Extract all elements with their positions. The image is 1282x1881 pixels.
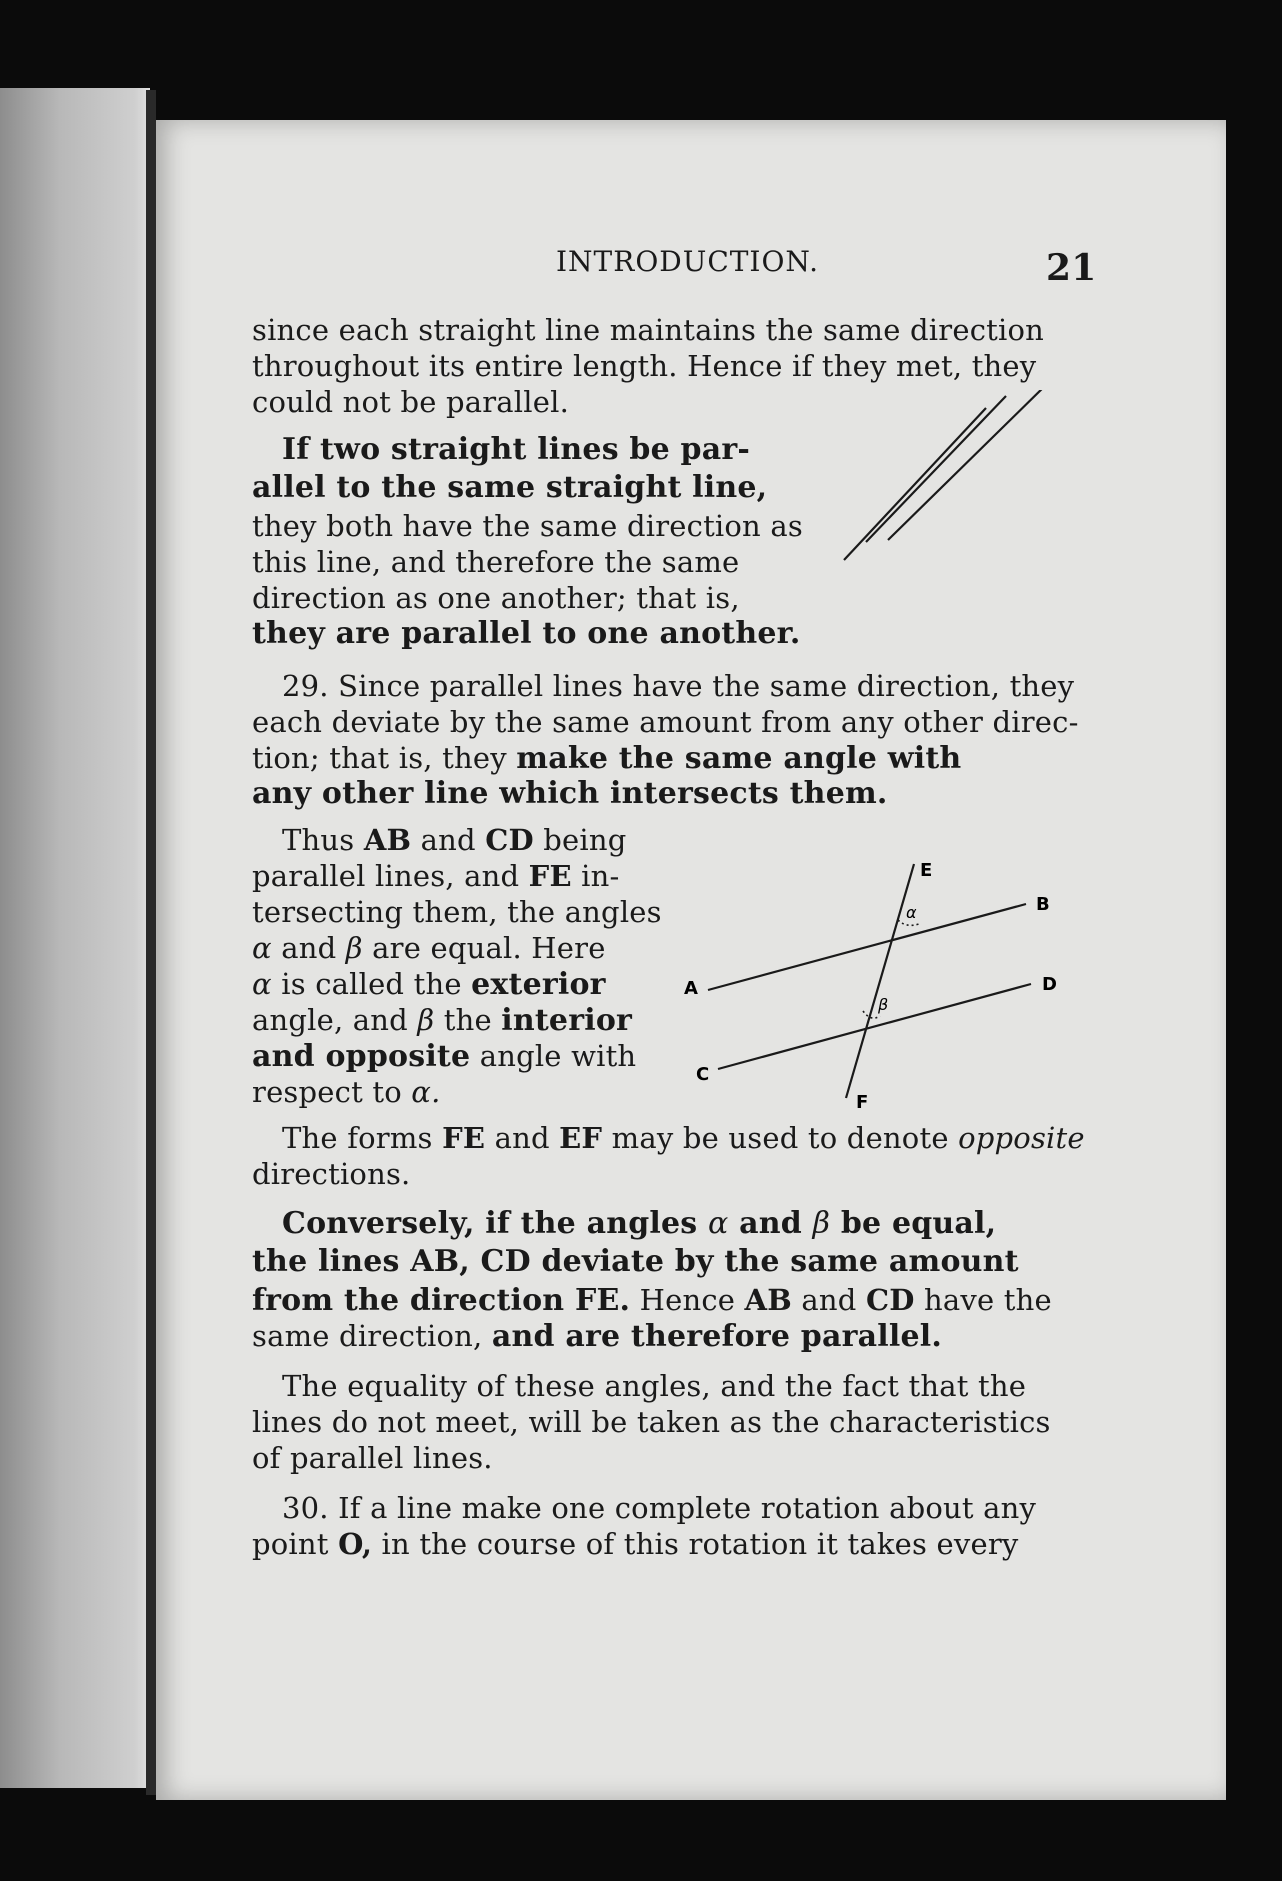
text-line: parallel lines, and FE in- <box>252 859 620 893</box>
text-line: direction as one another; that is, <box>252 581 740 615</box>
line-ab <box>708 904 1026 990</box>
line-ef <box>846 864 914 1098</box>
text-line: α is called the exterior <box>252 967 606 1002</box>
page-number: 21 <box>1046 247 1097 289</box>
label-c: C <box>696 1064 710 1085</box>
proposition-line: the lines AB, CD deviate by the same amount <box>252 1244 1019 1279</box>
text-line: lines do not meet, will be taken as the characteristics <box>252 1405 1051 1439</box>
text-line: throughout its entire length. Hence if they met, they <box>252 349 1037 383</box>
text-line: 29. Since parallel lines have the same direction, they <box>282 669 1075 703</box>
label-f: F <box>856 1092 869 1110</box>
proposition-line: they are parallel to one another. <box>252 616 801 651</box>
parallel-lines-figure <box>836 390 1066 580</box>
text-line: each deviate by the same amount from any other direc- <box>252 705 1079 739</box>
label-beta: β <box>878 995 889 1014</box>
text-line: The equality of these angles, and the fact that the <box>282 1369 1027 1403</box>
text-line: directions. <box>252 1157 411 1191</box>
text-line: same direction, and are therefore parallel. <box>252 1319 942 1354</box>
label-b: B <box>1036 894 1050 915</box>
running-title: INTRODUCTION. <box>556 245 820 278</box>
proposition-line: Conversely, if the angles α and β be equal, <box>282 1206 997 1241</box>
text-line: this line, and therefore the same <box>252 545 740 579</box>
text-line: respect to α. <box>252 1075 441 1109</box>
parallel-line-2 <box>866 396 1006 542</box>
label-e: E <box>920 860 933 881</box>
text-line: angle, and β the interior <box>252 1003 633 1038</box>
proposition-line: any other line which intersects them. <box>252 776 888 811</box>
label-d: D <box>1042 974 1057 995</box>
text-line: could not be parallel. <box>252 385 569 419</box>
facing-page-edge <box>0 88 150 1788</box>
proposition-line: allel to the same straight line, <box>252 470 768 505</box>
text-line: they both have the same direction as <box>252 509 803 543</box>
parallel-line-1 <box>844 408 986 560</box>
label-alpha: α <box>906 903 917 922</box>
label-a: A <box>684 978 698 999</box>
text-line: point O, in the course of this rotation it takes every <box>252 1527 1019 1561</box>
text-line: of parallel lines. <box>252 1441 493 1475</box>
text-line: 30. If a line make one complete rotation about any <box>282 1491 1037 1525</box>
transversal-figure <box>666 840 1086 1110</box>
text-line: since each straight line maintains the same direction <box>252 313 1044 347</box>
text-line: from the direction FE. Hence AB and CD have the <box>252 1283 1052 1318</box>
text-line: and opposite angle with <box>252 1039 637 1074</box>
proposition-line: If two straight lines be par- <box>282 432 751 467</box>
book-page <box>156 120 1226 1800</box>
text-line: tion; that is, they make the same angle with <box>252 741 962 776</box>
text-line: α and β are equal. Here <box>252 931 606 965</box>
text-line: Thus AB and CD being <box>282 823 627 857</box>
text-line: tersecting them, the angles <box>252 895 662 929</box>
text-line: The forms FE and EF may be used to denote opposite <box>282 1121 1085 1155</box>
parallel-line-3 <box>888 390 1051 540</box>
book-spine <box>146 90 156 1795</box>
